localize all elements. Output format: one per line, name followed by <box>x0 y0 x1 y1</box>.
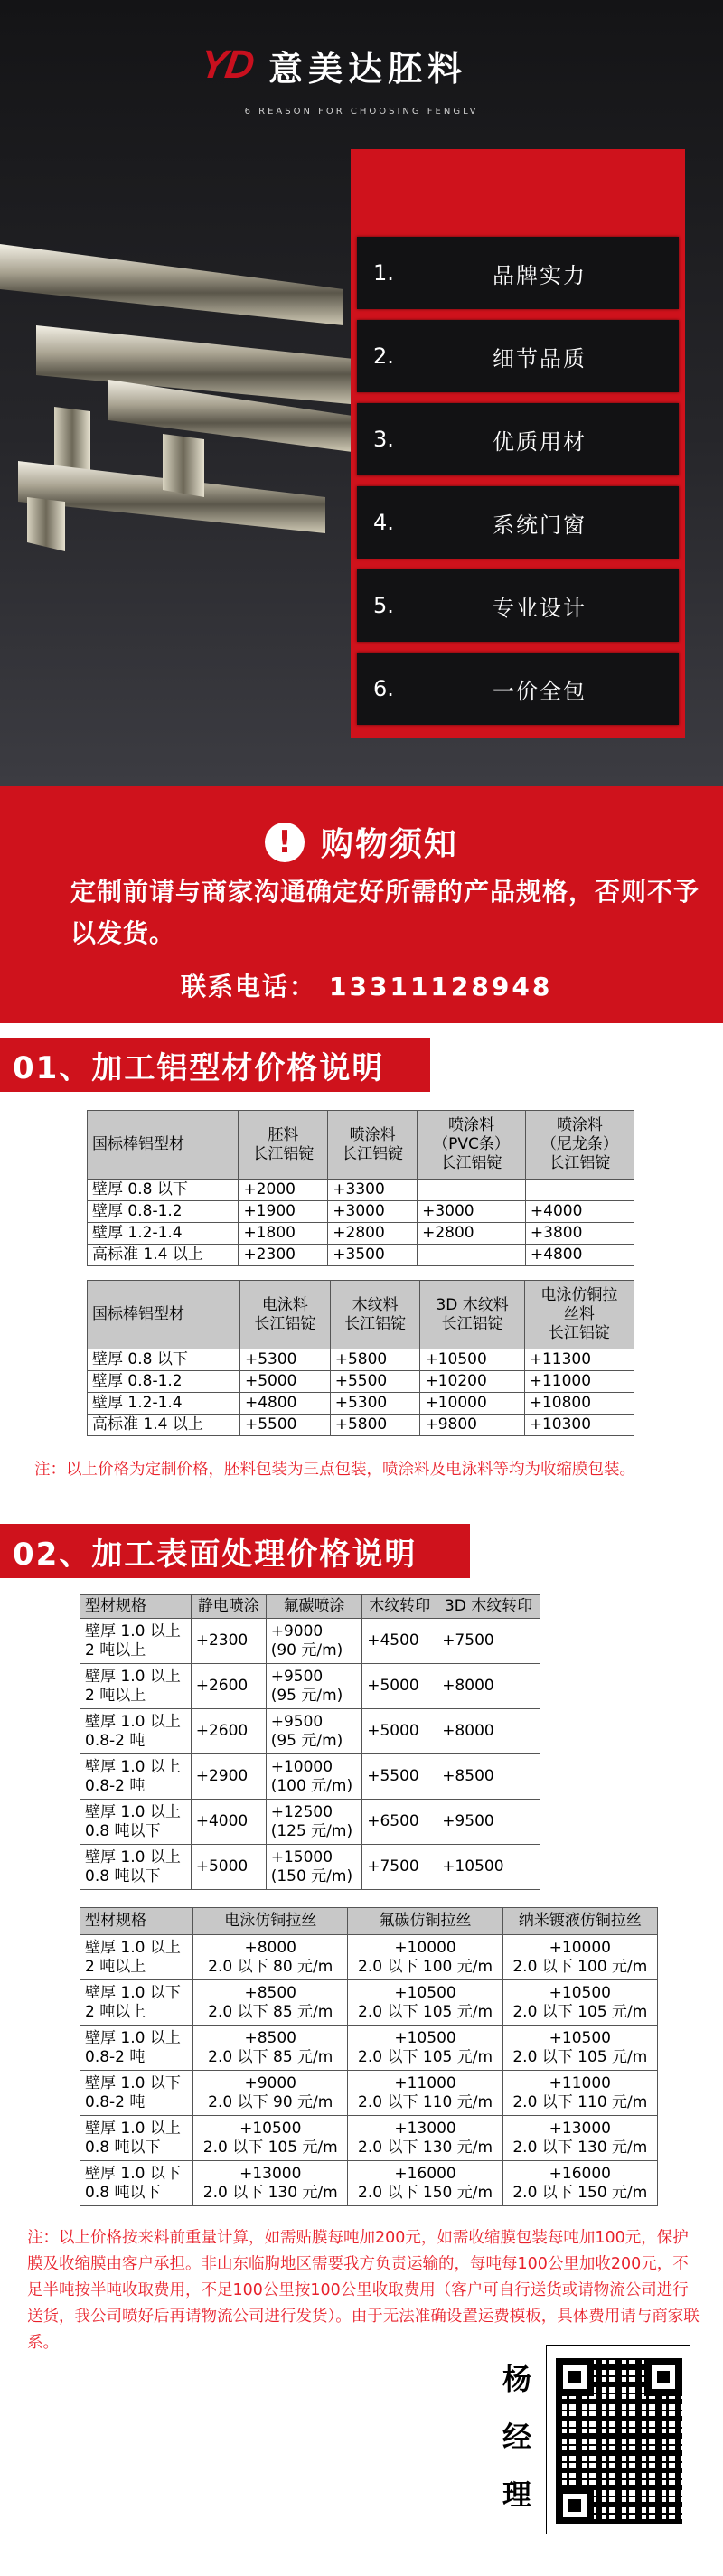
table-cell: 电泳料 长江铝锭 <box>239 1281 330 1349</box>
table-cell: 3D 木纹转印 <box>437 1595 540 1619</box>
table-cell: 国标棒铝型材 <box>88 1111 239 1180</box>
table-cell: +4800 <box>239 1393 330 1415</box>
table-cell: 电泳仿铜拉 丝料 长江铝锭 <box>524 1281 634 1349</box>
table-row <box>80 1754 540 1800</box>
table-cell: 壁厚 1.0 以上 0.8-2 吨 <box>80 2026 193 2071</box>
table-cell: 国标棒铝型材 <box>88 1281 240 1349</box>
phone-label: 联系电话： <box>181 972 317 1001</box>
section-1-note: 注：以上价格为定制价格，胚料包装为三点包装，喷涂料及电泳料等均为收缩膜包装。 <box>34 1461 635 1479</box>
table-header-row <box>88 1281 634 1349</box>
table-cell: +8500 2.0 以下 85 元/m <box>193 1980 348 2026</box>
price-table-surface-2 <box>80 1907 658 2206</box>
table-cell <box>418 1180 526 1201</box>
reason-number: 1. <box>373 260 394 286</box>
table-row <box>80 2071 658 2116</box>
table-row <box>80 2161 658 2206</box>
table-cell: +11000 2.0 以下 110 元/m <box>502 2071 657 2116</box>
contact-name: 杨经理 <box>502 2362 531 2512</box>
shopping-notice <box>0 786 723 1023</box>
table-cell: 壁厚 1.0 以上 2 吨以上 <box>80 1664 192 1709</box>
notice-body: 定制前请与商家沟通确定好所需的产品规格，否则不予以发货。 <box>70 877 700 948</box>
table-cell: 壁厚 0.8 以下 <box>88 1349 240 1371</box>
table-cell: +13000 2.0 以下 130 元/m <box>502 2116 657 2161</box>
table-cell: +9000 2.0 以下 90 元/m <box>193 2071 348 2116</box>
table-cell: +8000 2.0 以下 80 元/m <box>193 1935 348 1980</box>
table-cell: 高标准 1.4 以上 <box>88 1245 239 1266</box>
price-table-surface-1 <box>80 1594 540 1890</box>
table-cell: +7500 <box>362 1845 437 1890</box>
table-row <box>80 1664 540 1709</box>
table-cell: +2600 <box>191 1664 266 1709</box>
table-cell: +10000 <box>420 1393 524 1415</box>
table-cell: +10500 2.0 以下 105 元/m <box>502 1980 657 2026</box>
table-row <box>88 1371 634 1393</box>
table-cell: +11000 <box>524 1371 634 1393</box>
table-cell: +8000 <box>437 1664 540 1709</box>
table-row <box>88 1393 634 1415</box>
table-cell: +3800 <box>525 1223 634 1245</box>
table-cell: 壁厚 1.0 以下 0.8 吨以下 <box>80 2161 193 2206</box>
reason-item-2[interactable] <box>357 320 679 392</box>
table-cell: +9800 <box>420 1415 524 1436</box>
table-cell: +10500 2.0 以下 105 元/m <box>193 2116 348 2161</box>
table-cell: +10500 2.0 以下 105 元/m <box>348 2026 502 2071</box>
table-row <box>88 1223 634 1245</box>
reason-item-3[interactable] <box>357 403 679 475</box>
section-2-title: 02、加工表面处理价格说明 <box>0 1524 470 1578</box>
reason-number: 6. <box>373 676 394 701</box>
reason-label: 品牌实力 <box>493 262 587 288</box>
reason-number: 3. <box>373 427 394 452</box>
table-row <box>80 1935 658 1980</box>
table-cell: +6500 <box>362 1800 437 1845</box>
table-cell: 壁厚 1.0 以上 2 吨以上 <box>80 1935 193 1980</box>
table-cell: 型材规格 <box>80 1595 192 1619</box>
table-cell: +9000 (90 元/m) <box>266 1619 362 1664</box>
table-cell: +5800 <box>330 1415 420 1436</box>
reason-label: 优质用材 <box>493 428 587 455</box>
table-row <box>88 1245 634 1266</box>
table-cell: 喷涂料 （PVC条） 长江铝锭 <box>418 1111 526 1180</box>
table-cell: +4800 <box>525 1245 634 1266</box>
table-cell: 壁厚 1.0 以上 0.8-2 吨 <box>80 1709 192 1754</box>
table-cell: 高标准 1.4 以上 <box>88 1415 240 1436</box>
table-row <box>80 1800 540 1845</box>
table-cell: +10000 2.0 以下 100 元/m <box>502 1935 657 1980</box>
table-cell: 静电喷涂 <box>191 1595 266 1619</box>
table-cell: +8500 <box>437 1754 540 1800</box>
reason-label: 一价全包 <box>493 678 587 704</box>
table-cell: +2300 <box>239 1245 328 1266</box>
table-cell: +1900 <box>239 1201 328 1223</box>
table-cell: +8000 <box>437 1709 540 1754</box>
table-cell: +5000 <box>239 1371 330 1393</box>
table-cell: +4000 <box>191 1800 266 1845</box>
table-row <box>80 1619 540 1664</box>
table-cell: +5800 <box>330 1349 420 1371</box>
table-cell: +10000 (100 元/m) <box>266 1754 362 1800</box>
reasons-menu <box>357 237 679 736</box>
qr-finder-icon <box>556 2358 594 2396</box>
table-cell: +10500 2.0 以下 105 元/m <box>348 1980 502 2026</box>
table-cell: +5500 <box>330 1371 420 1393</box>
section-2-note: 注：以上价格按来料前重量计算，如需贴膜每吨加200元，如需收缩膜包装每吨加100元，保护膜及收缩膜由客户承担。非山东临朐地区需要我方负责运输的，每吨每100公里加收200元，不足半吨按半吨收取费用，不足100公里按100公里收取费用（客户可自行送货或请物流公司进行送货，我公司喷好后再请物流公司进行发货）。由于无法准确设置运费模板，具体费用请与商家联系。 <box>27 2229 700 2352</box>
brand-mark: YD <box>197 42 256 87</box>
notice-title: 购物须知 <box>320 826 458 863</box>
table-cell: +3300 <box>328 1180 418 1201</box>
table-cell: 壁厚 1.0 以上 0.8 吨以下 <box>80 1800 192 1845</box>
table-cell: 胚料 长江铝锭 <box>239 1111 328 1180</box>
reason-label: 细节品质 <box>493 345 587 371</box>
table-cell: +10000 2.0 以下 100 元/m <box>348 1935 502 1980</box>
table-row <box>88 1349 634 1371</box>
notice-header <box>0 819 723 865</box>
table-cell: +11300 <box>524 1349 634 1371</box>
reason-item-4[interactable] <box>357 486 679 559</box>
table-cell <box>418 1245 526 1266</box>
phone-number[interactable]: 13311128948 <box>329 972 553 1001</box>
table-row <box>88 1415 634 1436</box>
table-header-row <box>80 1908 658 1935</box>
brand-name: 意美达胚料 <box>268 48 468 89</box>
table-cell: +5500 <box>362 1754 437 1800</box>
table-cell <box>525 1180 634 1201</box>
table-header-row <box>88 1111 634 1180</box>
table-cell: 壁厚 1.0 以上 0.8 吨以下 <box>80 2116 193 2161</box>
table-cell: +11000 2.0 以下 110 元/m <box>348 2071 502 2116</box>
table-cell: +2800 <box>328 1223 418 1245</box>
table-cell: +5300 <box>330 1393 420 1415</box>
table-cell: +13000 2.0 以下 130 元/m <box>193 2161 348 2206</box>
table-cell: +2800 <box>418 1223 526 1245</box>
table-cell: +3000 <box>418 1201 526 1223</box>
table-cell: 木纹料 长江铝锭 <box>330 1281 420 1349</box>
table-cell: +10500 <box>437 1845 540 1890</box>
table-cell: 氟碳喷涂 <box>266 1595 362 1619</box>
reason-number: 2. <box>373 343 394 369</box>
table-cell: 喷涂料 长江铝锭 <box>328 1111 418 1180</box>
hero-banner <box>0 0 723 786</box>
table-cell: 壁厚 1.2-1.4 <box>88 1223 239 1245</box>
table-cell: +8500 2.0 以下 85 元/m <box>193 2026 348 2071</box>
table-cell: +13000 2.0 以下 130 元/m <box>348 2116 502 2161</box>
table-cell: +15000 (150 元/m) <box>266 1845 362 1890</box>
table-cell: 壁厚 0.8 以下 <box>88 1180 239 1201</box>
table-row <box>80 1709 540 1754</box>
qr-finder-icon <box>556 2487 594 2524</box>
table-cell: 喷涂料 （尼龙条） 长江铝锭 <box>525 1111 634 1180</box>
table-cell: +5000 <box>191 1845 266 1890</box>
table-cell: 壁厚 0.8-1.2 <box>88 1201 239 1223</box>
reason-label: 专业设计 <box>493 595 587 621</box>
table-cell: 壁厚 1.0 以上 0.8 吨以下 <box>80 1845 192 1890</box>
table-cell: +9500 <box>437 1800 540 1845</box>
reason-item-5[interactable] <box>357 569 679 642</box>
table-cell: +16000 2.0 以下 150 元/m <box>502 2161 657 2206</box>
table-cell: +12500 (125 元/m) <box>266 1800 362 1845</box>
table-row <box>80 2026 658 2071</box>
table-cell: 3D 木纹料 长江铝锭 <box>420 1281 524 1349</box>
table-cell: +3000 <box>328 1201 418 1223</box>
table-row <box>88 1201 634 1223</box>
qr-finder-icon <box>644 2358 682 2396</box>
table-cell: +10200 <box>420 1371 524 1393</box>
table-cell: +9500 (95 元/m) <box>266 1709 362 1754</box>
table-cell: +5300 <box>239 1349 330 1371</box>
table-cell: +5000 <box>362 1664 437 1709</box>
table-cell: +4000 <box>525 1201 634 1223</box>
table-cell: 电泳仿铜拉丝 <box>193 1908 348 1935</box>
contact-phone <box>181 967 552 1003</box>
table-cell: 壁厚 1.0 以上 0.8-2 吨 <box>80 1754 192 1800</box>
table-cell: +9500 (95 元/m) <box>266 1664 362 1709</box>
table-cell: 纳米镀液仿铜拉丝 <box>502 1908 657 1935</box>
table-header-row <box>80 1595 540 1619</box>
reason-item-1[interactable] <box>357 237 679 309</box>
reason-label: 系统门窗 <box>493 512 587 538</box>
table-cell: +16000 2.0 以下 150 元/m <box>348 2161 502 2206</box>
table-cell: +2600 <box>191 1709 266 1754</box>
brand-logo <box>197 38 468 92</box>
table-cell: +10500 2.0 以下 105 元/m <box>502 2026 657 2071</box>
table-cell: +1800 <box>239 1223 328 1245</box>
table-cell: 木纹转印 <box>362 1595 437 1619</box>
table-cell: 壁厚 1.0 以下 2 吨以上 <box>80 1980 193 2026</box>
table-cell: +2000 <box>239 1180 328 1201</box>
price-table-profiles-2 <box>87 1280 634 1436</box>
table-cell: 壁厚 0.8-1.2 <box>88 1371 240 1393</box>
table-cell: 壁厚 1.0 以下 0.8-2 吨 <box>80 2071 193 2116</box>
reason-number: 5. <box>373 593 394 618</box>
alert-icon: ! <box>265 823 305 862</box>
brand-tagline: 6 REASON FOR CHOOSING FENGLV <box>244 107 479 117</box>
table-cell: 壁厚 1.0 以上 2 吨以上 <box>80 1619 192 1664</box>
table-cell: +2300 <box>191 1619 266 1664</box>
table-cell: +7500 <box>437 1619 540 1664</box>
table-cell: 壁厚 1.2-1.4 <box>88 1393 240 1415</box>
table-cell: 型材规格 <box>80 1908 193 1935</box>
table-cell: +2900 <box>191 1754 266 1800</box>
price-table-profiles-1 <box>87 1110 634 1266</box>
section-1-title: 01、加工铝型材价格说明 <box>0 1038 430 1092</box>
table-row <box>80 1980 658 2026</box>
table-row <box>88 1180 634 1201</box>
table-row <box>80 1845 540 1890</box>
table-cell: 氟碳仿铜拉丝 <box>348 1908 502 1935</box>
qr-code[interactable] <box>546 2345 690 2534</box>
reason-item-6[interactable] <box>357 653 679 725</box>
table-cell: +4500 <box>362 1619 437 1664</box>
table-cell: +10800 <box>524 1393 634 1415</box>
table-row <box>80 2116 658 2161</box>
table-cell: +5500 <box>239 1415 330 1436</box>
table-cell: +10500 <box>420 1349 524 1371</box>
table-cell: +3500 <box>328 1245 418 1266</box>
table-cell: +5000 <box>362 1709 437 1754</box>
table-cell: +10300 <box>524 1415 634 1436</box>
reason-number: 4. <box>373 510 394 535</box>
